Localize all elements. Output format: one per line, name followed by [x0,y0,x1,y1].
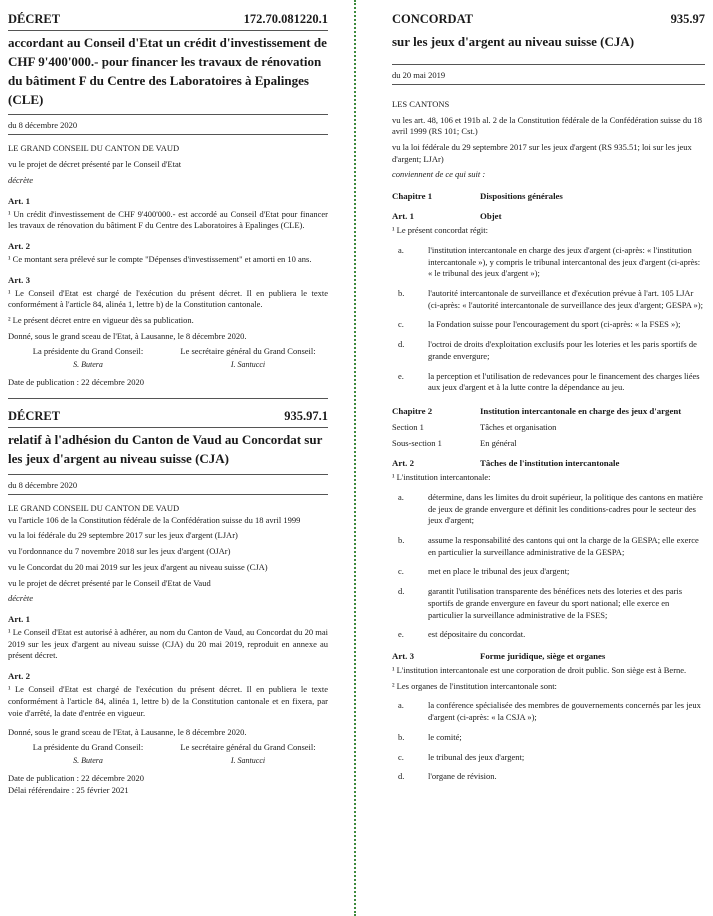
decree2-preamble: vu la loi fédérale du 29 septembre 2017 sur les jeux d'argent (LJAr) [8,530,238,541]
decree1-preamble: vu le projet de décret présenté par le Conseil d'Etat [8,159,182,170]
list-item [392,732,705,744]
decree1-art1-p1: ¹ Un crédit d'investissement de CHF 9'400'000.- est accordé au Conseil d'Etat pour financer les travaux de rénovation du bâtiment F du Centre des Laboratoires à Epalinges (CLE). [8,208,328,231]
decree2-date: du 8 décembre 2020 [8,475,328,495]
decree2-preamble: vu l'ordonnance du 7 novembre 2018 sur les jeux d'argent (OJAr) [8,546,231,557]
chapter1-title: Dispositions générales [480,191,563,202]
list-item [392,492,705,527]
decree1-art3-title: Art. 3 [8,274,30,285]
decree2-council: LE GRAND CONSEIL DU CANTON DE VAUD [8,502,180,513]
art1-intro: ¹ Le présent concordat régit: [392,225,489,236]
decree1-signature-labels [8,346,328,356]
section1-number: Section 1 [392,422,424,433]
art1-number: Art. 1 [392,211,414,222]
item-letter: a. [398,244,404,255]
item-letter: e. [398,629,404,640]
decree2-header [8,398,328,428]
decree1-council: LE GRAND CONSEIL DU CANTON DE VAUD [8,143,180,154]
decree1-art1-title: Art. 1 [8,195,30,206]
chapter2-heading [392,406,705,416]
item-text: l'institution intercantonale en charge des jeux d'argent (ci-après: « l'institution intercantonale »), y compris le tribunal intercantonal des jeux d'argent (ci-après: « le tribunal des jeux d'argent »); [428,244,701,279]
art3-heading [392,651,705,661]
list-item [392,771,705,783]
decree2-referendum: Délai référendaire : 25 février 2021 [8,784,129,795]
left-column [8,0,328,796]
item-text: l'autorité intercantonale de surveillance et d'exécution prévue à l'art. 105 LJAr (ci-après: « l'autorité intercantonale de surveillance des jeux d'argent; GESPA »); [428,288,703,310]
decree1-art2-p1: ¹ Ce montant sera prélevé sur le compte "Dépenses d'investissement" et amorti en 10 ans. [8,253,312,264]
list-item [392,245,705,280]
item-text: assume la responsabilité des cantons qui ont la charge de la GESPA; elle exerce en particulier la surveillance administrative de la GESPA; [428,534,699,557]
concordat-agree: conviennent de ce qui suit : [392,169,486,180]
decree1-title: accordant au Conseil d'Etat un crédit d'investissement de CHF 9'400'000.- pour financer les travaux de rénovation du bâtiment F du Centre des Laboratoires à Epalinges (CLE) [8,34,328,115]
item-letter: b. [398,731,405,742]
item-letter: c. [398,566,404,577]
item-letter: b. [398,534,405,545]
art2-number: Art. 2 [392,458,414,469]
art2-heading [392,458,705,468]
decree2-title: relatif à l'adhésion du Canton de Vaud au Concordat sur les jeux d'argent au niveau suisse (CJA) [8,431,328,475]
list-item [392,700,705,723]
item-text: l'organe de révision. [428,771,497,782]
list-item [392,288,705,311]
item-letter: c. [398,319,404,330]
art1-heading [392,211,705,221]
chapter2-title: Institution intercantonale en charge des jeux d'argent [480,406,682,417]
decree2-secretary-label: Le secrétaire général du Grand Conseil: [180,742,316,753]
concordat-preamble1: vu les art. 48, 106 et 191b al. 2 de la Constitution fédérale de la Confédération suisse du 18 avril 1999 (RS 101; Cst.) [392,114,702,137]
decree1-art3-p1: ¹ Le Conseil d'Etat est chargé de l'exécution du présent décret. Il en publiera le texte conformément à l'article 84, alinéa 1, lettre b) de la Constitution cantonale. [8,287,328,310]
subsection1-title: En général [480,438,517,449]
item-text: la perception et l'utilisation de redevances pour le financement des charges liées aux jeux d'argent et à la lutte contre la dépendance au jeu. [428,370,700,393]
art3-number: Art. 3 [392,650,414,661]
decree2-president-name: S. Butera [73,756,103,766]
list-item [392,586,705,621]
list-item [392,319,705,331]
chapter2-number: Chapitre 2 [392,406,433,417]
item-text: l'octroi de droits d'exploitation exclusifs pour les loteries et les paris sportifs de grande envergure; [428,339,697,361]
list-item [392,752,705,764]
decree2-preamble: vu le projet de décret présenté par le Conseil d'Etat de Vaud [8,577,211,588]
decree1-date: du 8 décembre 2020 [8,115,328,135]
concordat-number: 935.97 [670,12,705,26]
decree1-publication: Date de publication : 22 décembre 2020 [8,376,144,387]
decree1-signature-names [8,360,328,369]
item-text: le comité; [428,731,462,742]
list-item [392,535,705,558]
column-divider [354,0,356,916]
decree2-label: DÉCRET [8,409,61,424]
item-letter: e. [398,370,404,381]
subsection1-heading [392,438,705,448]
item-text: détermine, dans les limites du droit supérieur, la politique des cantons en matière de jeux de grande envergure et définit les conditions-cadres pour le secteur des jeux d'argent; [428,491,703,526]
decree2-art1-title: Art. 1 [8,614,30,624]
decree2-preamble: vu l'article 106 de la Constitution fédérale de la Confédération suisse du 18 avril 1999 [8,514,301,525]
decree2-number: 935.97.1 [284,409,328,424]
item-text: le tribunal des jeux d'argent; [428,751,525,762]
list-item [392,629,705,641]
decree2-president-label: La présidente du Grand Conseil: [32,742,144,753]
item-letter: b. [398,288,405,299]
item-text: la Fondation suisse pour l'encouragement du sport (ci-après: « la FSES »); [428,319,681,330]
concordat-label: CONCORDAT [392,12,474,26]
concordat-header [392,0,705,30]
list-item [392,371,705,394]
decree2-secretary-name: I. Santucci [230,756,266,766]
art1-title: Objet [480,211,502,222]
decree1-label: DÉCRET [8,12,61,26]
decree2-art1-p1: ¹ Le Conseil d'Etat est autorisé à adhérer, au nom du Canton de Vaud, au Concordat du 20 mai 2019 sur les jeux d'argent au niveau suisse (CJA) du 20 mai 2019, reproduit en annexe au présent décret. [8,627,328,661]
decree2-signature-names [8,756,328,765]
decree1-art2-title: Art. 2 [8,240,30,251]
decree1-header [8,0,328,31]
item-letter: d. [398,339,405,350]
decree1-decrees: décrète [8,174,34,185]
item-text: garantit l'utilisation transparente des bénéfices nets des loteries et des paris sportifs de grande envergure en faveur du sport national; elle exerce en particulier la surveillance administrative de la FSES; [428,586,683,620]
concordat-title: sur les jeux d'argent au niveau suisse (CJA) [392,33,705,65]
decree1-art3-p2: ² Le présent décret entre en vigueur dès sa publication. [8,315,194,326]
concordat-date: du 20 mai 2019 [392,65,705,85]
decree1-given: Donné, sous le grand sceau de l'Etat, à Lausanne, le 8 décembre 2020. [8,330,247,341]
decree2-art2-title: Art. 2 [8,671,30,682]
item-text: la conférence spécialisée des membres de gouvernements concernés par les jeux d'argent (ci-après: « la CSJA »); [428,700,701,723]
list-item [392,566,705,578]
item-letter: c. [398,751,404,762]
concordat-preamble2: vu la loi fédérale du 29 septembre 2017 sur les jeux d'argent (RS 935.51; loi sur les jeux d'argent; LJAr) [392,142,692,164]
art2-intro: ¹ L'institution intercantonale: [392,472,491,483]
chapter1-number: Chapitre 1 [392,191,433,202]
decree2-given: Donné, sous le grand sceau de l'Etat, à Lausanne, le 8 décembre 2020. [8,727,247,738]
decree1-president-name: S. Butera [73,359,103,369]
item-letter: d. [398,586,405,597]
decree1-secretary-name: I. Santucci [230,359,266,369]
decree2-publication: Date de publication : 22 décembre 2020 [8,773,144,784]
decree1-number: 172.70.081220.1 [243,12,328,26]
right-column [392,0,705,783]
decree2-signature-labels [8,742,328,752]
decree1-secretary-label: Le secrétaire général du Grand Conseil: [180,345,316,356]
item-letter: d. [398,771,405,782]
chapter1-heading [392,191,705,201]
decree1-president-label: La présidente du Grand Conseil: [32,345,144,356]
subsection1-number: Sous-section 1 [392,438,442,449]
section1-title: Tâches et organisation [480,422,557,433]
list-item [392,339,705,362]
art3-p1: ¹ L'institution intercantonale est une corporation de droit public. Son siège est à Berne. [392,664,687,675]
item-letter: a. [398,700,404,711]
art2-title: Tâches de l'institution intercantonale [480,458,620,469]
item-text: met en place le tribunal des jeux d'argent; [428,566,570,577]
art3-title: Forme juridique, siège et organes [480,650,606,661]
decree2-decrees: décrète [8,593,34,604]
decree2-preamble: vu le Concordat du 20 mai 2019 sur les jeux d'argent au niveau suisse (CJA) [8,561,268,572]
concordat-cantons: LES CANTONS [392,98,450,109]
item-letter: a. [398,491,404,502]
item-text: est dépositaire du concordat. [428,629,526,640]
decree2-art2-p1: ¹ Le Conseil d'Etat est chargé de l'exécution du présent décret. Il en publiera le texte conformément à l'article 84, alinéa 1, lettre b) de la Constitution cantonale et en fixera, par voie d'arrêté, la date d'entrée en vigueur. [8,684,328,718]
art3-p2: ² Les organes de l'institution intercantonale sont: [392,680,557,691]
section1-heading [392,422,705,432]
